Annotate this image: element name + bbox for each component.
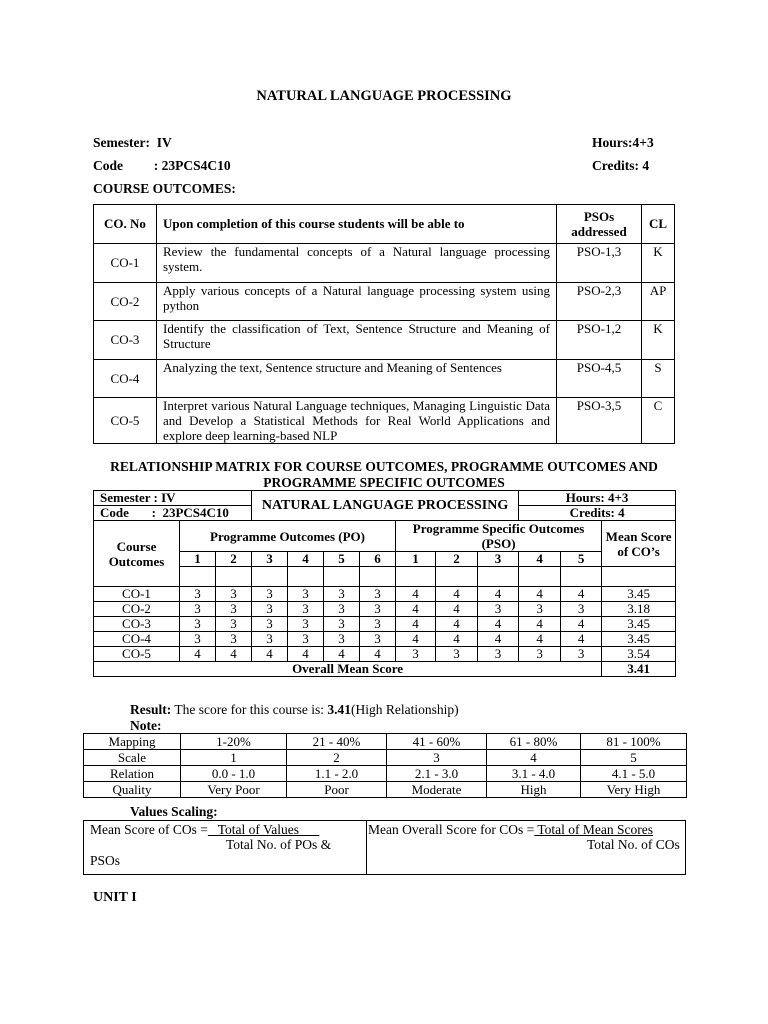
table-row <box>84 782 687 798</box>
unit-heading: UNIT I <box>93 890 137 905</box>
pso-number: 3 <box>478 552 519 567</box>
co-cell: CO-3 <box>94 321 157 360</box>
co-cell: CO-5 <box>94 398 157 444</box>
mean-score-formula-label: Mean Score of COs = <box>90 822 208 837</box>
cl-cell: AP <box>642 283 675 321</box>
po-value: 3 <box>216 617 252 632</box>
scale-cell: Quality <box>84 782 181 798</box>
pso-value: 4 <box>478 617 519 632</box>
po-value: 3 <box>252 632 288 647</box>
pso-value: 3 <box>396 647 436 662</box>
mean-value: 3.45 <box>602 617 676 632</box>
co-cell: CO-4 <box>94 632 180 647</box>
pso-cell: PSO-1,3 <box>557 244 642 283</box>
co-cell: CO-3 <box>94 617 180 632</box>
pso-value: 4 <box>396 617 436 632</box>
pso-cell: PSO-1,2 <box>557 321 642 360</box>
po-value: 3 <box>216 602 252 617</box>
scale-cell: Poor <box>287 782 387 798</box>
po-value: 3 <box>252 617 288 632</box>
po-value: 4 <box>252 647 288 662</box>
mean-score-formula-extra: PSOs <box>90 853 121 868</box>
po-value: 3 <box>252 587 288 602</box>
table-row <box>84 750 687 766</box>
scale-cell: Mapping <box>84 734 181 750</box>
matrix-course-name: NATURAL LANGUAGE PROCESSING <box>252 491 519 521</box>
mean-value: 3.45 <box>602 587 676 602</box>
course-outcomes-label: Course Outcomes <box>94 521 180 587</box>
code-label: Code <box>93 158 123 173</box>
table-row <box>94 398 675 444</box>
overall-row <box>94 662 676 677</box>
pso-value: 4 <box>436 602 478 617</box>
table-row <box>94 587 676 602</box>
matrix-code: Code : 23PCS4C10 <box>94 506 252 521</box>
scale-cell: 3.1 - 4.0 <box>487 766 581 782</box>
semester-label: Semester: <box>93 135 150 150</box>
pso-cell: PSO-3,5 <box>557 398 642 444</box>
table-row <box>94 617 676 632</box>
pso-value: 3 <box>561 602 602 617</box>
overall-score-formula-label: Mean Overall Score for COs = <box>368 822 535 837</box>
table-row <box>94 283 675 321</box>
po-value: 3 <box>360 632 396 647</box>
co-cell: CO-4 <box>94 360 157 398</box>
scale-cell: Moderate <box>387 782 487 798</box>
pso-number: 1 <box>396 552 436 567</box>
scale-cell: 1-20% <box>181 734 287 750</box>
scale-cell: 3 <box>387 750 487 766</box>
result-label: Result: <box>130 702 172 717</box>
co-no-header: CO. No <box>94 205 157 244</box>
co-cell: CO-5 <box>94 647 180 662</box>
pso-value: 4 <box>396 602 436 617</box>
code-line <box>93 158 231 174</box>
pso-cell: PSO-4,5 <box>557 360 642 398</box>
po-value: 4 <box>288 647 324 662</box>
code-value: : 23PCS4C10 <box>153 158 231 173</box>
po-value: 3 <box>324 587 360 602</box>
pso-value: 4 <box>519 587 561 602</box>
matrix-hours: Hours: 4+3 <box>519 491 676 506</box>
po-value: 3 <box>252 602 288 617</box>
mean-score-formula <box>90 822 319 838</box>
co-desc-cell: Review the fundamental concepts of a Natural language processing system. <box>157 244 557 283</box>
co-cell: CO-1 <box>94 587 180 602</box>
po-value: 4 <box>216 647 252 662</box>
scale-table <box>83 733 687 798</box>
cl-cell: S <box>642 360 675 398</box>
pso-value: 4 <box>436 632 478 647</box>
co-desc-cell: Interpret various Natural Language techniques, Managing Linguistic Data and Develop a Statistical Methods for Real World Applications and explore deep learning-based NLP <box>157 398 557 444</box>
cl-header: CL <box>642 205 675 244</box>
po-number: 4 <box>288 552 324 567</box>
mean-value: 3.18 <box>602 602 676 617</box>
pso-value: 3 <box>561 647 602 662</box>
po-value: 3 <box>216 632 252 647</box>
values-scaling-box <box>83 820 686 875</box>
matrix-title-line2: PROGRAMME SPECIFIC OUTCOMES <box>263 475 505 490</box>
pso-label: Programme Specific Outcomes (PSO) <box>396 521 602 552</box>
po-value: 3 <box>360 617 396 632</box>
table-row <box>94 321 675 360</box>
po-value: 3 <box>180 617 216 632</box>
overall-score-formula <box>368 822 653 838</box>
po-value: 3 <box>324 632 360 647</box>
pso-value: 4 <box>436 617 478 632</box>
blank-row <box>94 567 676 587</box>
scale-cell: 5 <box>581 750 687 766</box>
result-suffix: (High Relationship) <box>350 702 459 717</box>
cl-cell: C <box>642 398 675 444</box>
number-row <box>94 552 676 567</box>
table-row <box>94 244 675 283</box>
matrix-title-line1: RELATIONSHIP MATRIX FOR COURSE OUTCOMES, PROGRAMME OUTCOMES AND <box>110 459 658 474</box>
matrix-title <box>88 459 680 491</box>
relationship-matrix-table <box>93 490 676 677</box>
overall-score-formula-denominator: Total No. of COs <box>587 837 680 852</box>
hours-text: Hours:4+3 <box>592 135 654 150</box>
scale-cell: 4.1 - 5.0 <box>581 766 687 782</box>
pso-value: 4 <box>561 617 602 632</box>
page-title: NATURAL LANGUAGE PROCESSING <box>256 88 512 104</box>
pso-value: 3 <box>478 647 519 662</box>
co-desc-cell: Analyzing the text, Sentence structure and Meaning of Sentences <box>157 360 557 398</box>
semester-line <box>93 135 172 151</box>
po-number: 1 <box>180 552 216 567</box>
scale-cell: 2.1 - 3.0 <box>387 766 487 782</box>
table-row <box>84 766 687 782</box>
pso-cell: PSO-2,3 <box>557 283 642 321</box>
co-cell: CO-2 <box>94 602 180 617</box>
po-value: 4 <box>360 647 396 662</box>
pso-number: 5 <box>561 552 602 567</box>
credits-text: Credits: 4 <box>592 158 650 173</box>
overall-score-formula-numerator: Total of Mean Scores <box>534 822 653 837</box>
scale-cell: 61 - 80% <box>487 734 581 750</box>
po-value: 4 <box>180 647 216 662</box>
po-value: 3 <box>288 617 324 632</box>
po-value: 3 <box>180 632 216 647</box>
scale-cell: High <box>487 782 581 798</box>
po-number: 5 <box>324 552 360 567</box>
pso-value: 3 <box>478 602 519 617</box>
pso-value: 4 <box>478 587 519 602</box>
po-value: 3 <box>288 587 324 602</box>
pso-value: 4 <box>436 587 478 602</box>
overall-mean-label: Overall Mean Score <box>94 662 602 677</box>
table-row <box>94 632 676 647</box>
table-row <box>84 734 687 750</box>
pso-value: 4 <box>396 587 436 602</box>
co-cell: CO-1 <box>94 244 157 283</box>
scale-cell: 41 - 60% <box>387 734 487 750</box>
pso-number: 4 <box>519 552 561 567</box>
pso-value: 3 <box>519 647 561 662</box>
values-scaling-divider <box>366 821 367 874</box>
scale-cell: Very Poor <box>181 782 287 798</box>
co-table-header <box>94 205 675 244</box>
scale-cell: Scale <box>84 750 181 766</box>
scale-cell: Very High <box>581 782 687 798</box>
po-number: 6 <box>360 552 396 567</box>
po-value: 3 <box>288 602 324 617</box>
po-value: 3 <box>324 602 360 617</box>
po-value: 3 <box>180 602 216 617</box>
cl-cell: K <box>642 321 675 360</box>
values-scaling-heading: Values Scaling: <box>130 804 218 819</box>
po-value: 3 <box>360 587 396 602</box>
pso-value: 3 <box>436 647 478 662</box>
mean-score-formula-numerator: Total of Values <box>207 822 320 837</box>
scale-cell: 0.0 - 1.0 <box>181 766 287 782</box>
po-value: 3 <box>324 617 360 632</box>
semester-value: IV <box>156 135 172 150</box>
matrix-semester: Semester : IV <box>94 491 252 506</box>
pso-value: 4 <box>561 587 602 602</box>
pso-value: 4 <box>561 632 602 647</box>
pso-value: 4 <box>519 632 561 647</box>
course-outcomes-table <box>93 204 675 444</box>
course-outcomes-heading: COURSE OUTCOMES: <box>93 181 236 196</box>
co-desc-cell: Apply various concepts of a Natural language processing system using python <box>157 283 557 321</box>
po-value: 4 <box>324 647 360 662</box>
po-label: Programme Outcomes (PO) <box>180 521 396 552</box>
po-value: 3 <box>216 587 252 602</box>
result-value: 3.41 <box>327 702 351 717</box>
po-value: 3 <box>360 602 396 617</box>
mean-score-formula-denominator: Total No. of POs & <box>226 837 332 852</box>
po-value: 3 <box>180 587 216 602</box>
po-number: 3 <box>252 552 288 567</box>
overall-mean-value: 3.41 <box>602 662 676 677</box>
scale-cell: 81 - 100% <box>581 734 687 750</box>
pso-value: 4 <box>519 617 561 632</box>
table-row <box>94 602 676 617</box>
cl-cell: K <box>642 244 675 283</box>
pso-header: PSOs addressed <box>557 205 642 244</box>
result-line <box>130 702 459 718</box>
co-desc-cell: Identify the classification of Text, Sentence Structure and Meaning of Structure <box>157 321 557 360</box>
scale-cell: 21 - 40% <box>287 734 387 750</box>
po-number: 2 <box>216 552 252 567</box>
scale-cell: 2 <box>287 750 387 766</box>
scale-cell: Relation <box>84 766 181 782</box>
note-label: Note: <box>130 718 162 733</box>
scale-cell: 1.1 - 2.0 <box>287 766 387 782</box>
mean-value: 3.45 <box>602 632 676 647</box>
co-cell: CO-2 <box>94 283 157 321</box>
pso-number: 2 <box>436 552 478 567</box>
scale-cell: 4 <box>487 750 581 766</box>
po-value: 3 <box>288 632 324 647</box>
matrix-credits: Credits: 4 <box>519 506 676 521</box>
table-row <box>94 360 675 398</box>
pso-value: 3 <box>519 602 561 617</box>
table-row <box>94 647 676 662</box>
mean-score-label: Mean Score of CO’s <box>602 521 676 567</box>
pso-value: 4 <box>478 632 519 647</box>
co-desc-header: Upon completion of this course students will be able to <box>157 205 557 244</box>
pso-value: 4 <box>396 632 436 647</box>
mean-value: 3.54 <box>602 647 676 662</box>
scale-cell: 1 <box>181 750 287 766</box>
result-text: The score for this course is: <box>171 702 328 717</box>
